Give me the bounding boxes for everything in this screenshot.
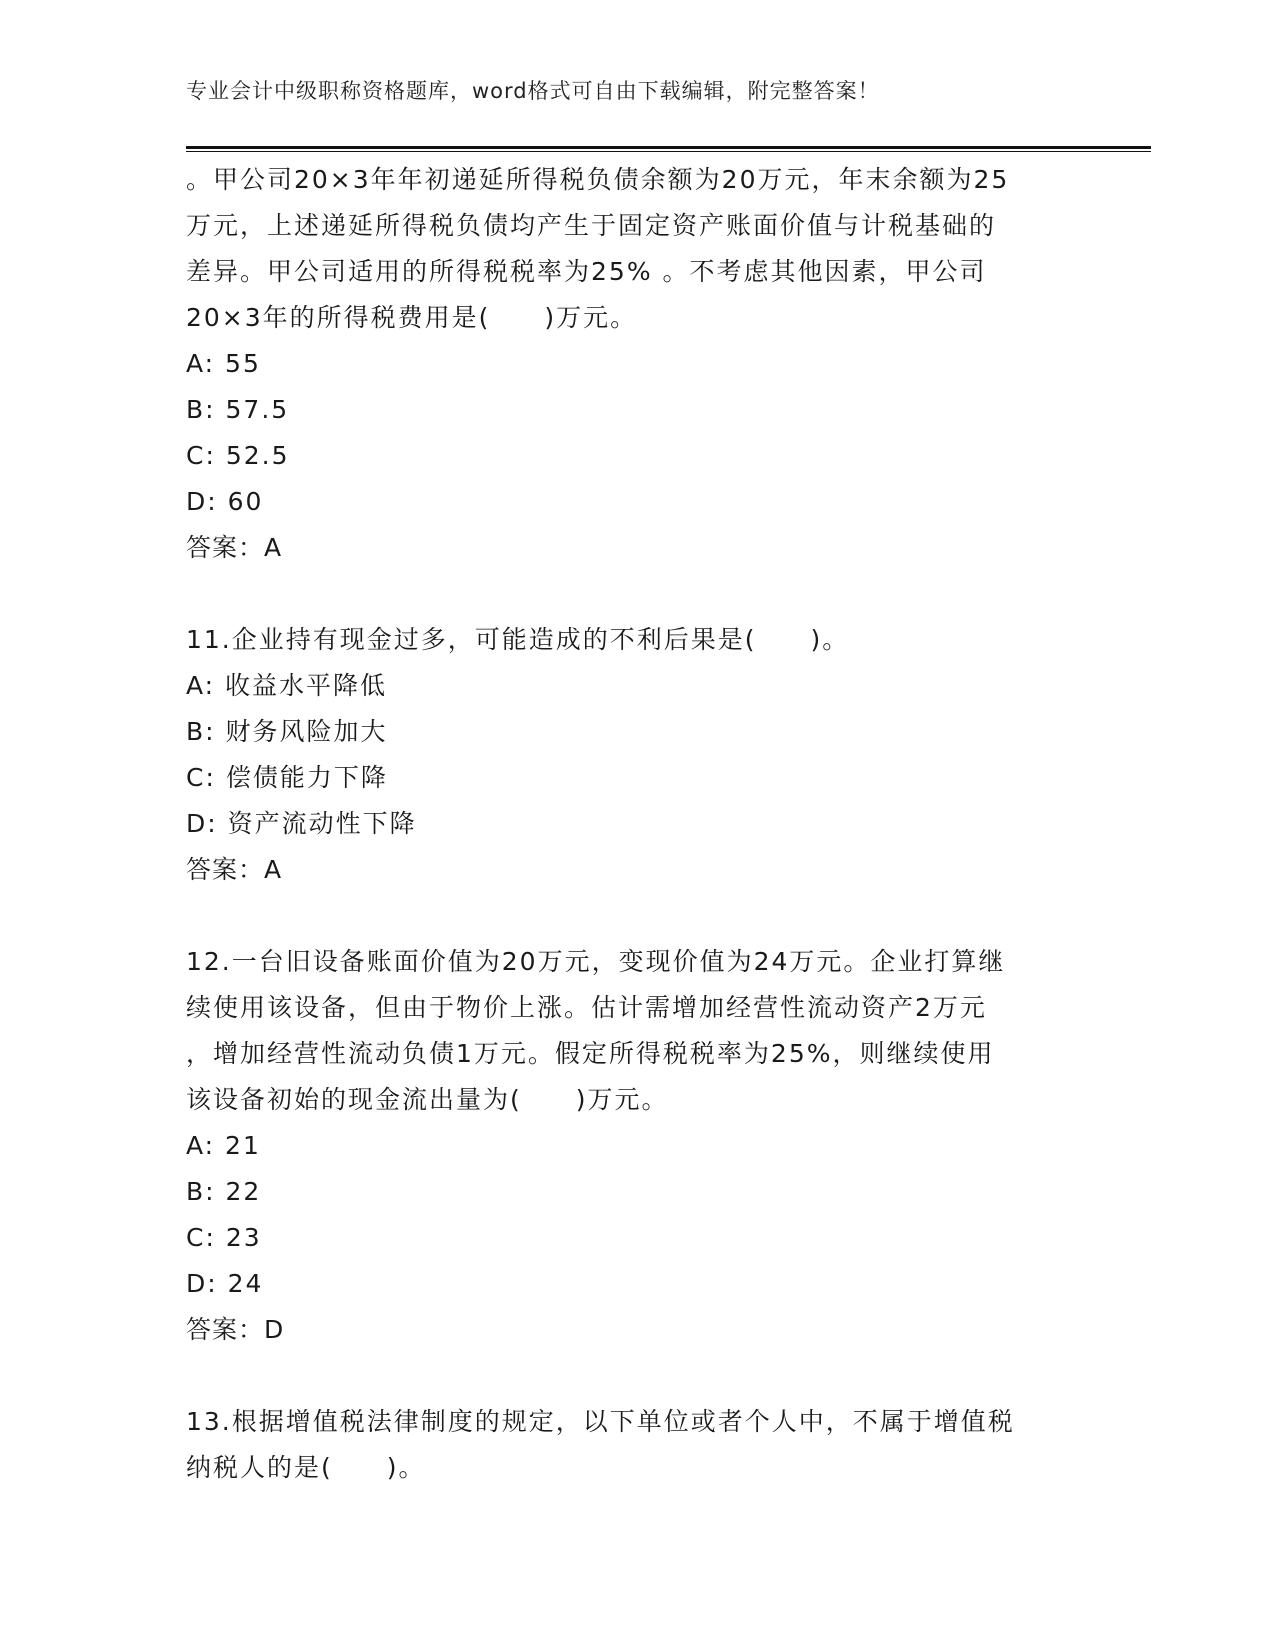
answer-text: 答案：A bbox=[186, 855, 283, 884]
question-line: 12.一台旧设备账面价值为20万元，变现价值为24万元。企业打算继 bbox=[186, 947, 1006, 976]
question-line: 20×3年的所得税费用是( )万元。 bbox=[186, 303, 638, 332]
question-line: 11.企业持有现金过多，可能造成的不利后果是( )。 bbox=[186, 625, 850, 654]
option-a: A: 收益水平降低 bbox=[186, 671, 388, 700]
option-d: D: 24 bbox=[186, 1269, 264, 1298]
page-header: 专业会计中级职称资格题库，word格式可自由下载编辑，附完整答案！ bbox=[186, 79, 880, 103]
question-line: 13.根据增值税法律制度的规定，以下单位或者个人中，不属于增值税 bbox=[186, 1407, 1015, 1436]
option-b: B: 22 bbox=[186, 1177, 262, 1206]
question-list bbox=[186, 157, 1086, 1491]
question-block bbox=[186, 1399, 1086, 1491]
answer-text: 答案：D bbox=[186, 1315, 285, 1344]
answer-text: 答案：A bbox=[186, 533, 283, 562]
option-c: C: 23 bbox=[186, 1223, 262, 1252]
question-line: 万元，上述递延所得税负债均产生于固定资产账面价值与计税基础的 bbox=[186, 211, 997, 240]
option-c: C: 52.5 bbox=[186, 441, 290, 470]
question-line: 该设备初始的现金流出量为( )万元。 bbox=[186, 1085, 669, 1114]
option-d: D: 资产流动性下降 bbox=[186, 809, 417, 838]
question-block bbox=[186, 617, 1086, 893]
header-rule bbox=[186, 146, 1151, 149]
option-a: A: 55 bbox=[186, 349, 261, 378]
question-line: 纳税人的是( )。 bbox=[186, 1453, 426, 1482]
question-line: ，增加经营性流动负债1万元。假定所得税税率为25%，则继续使用 bbox=[186, 1039, 995, 1068]
option-b: B: 57.5 bbox=[186, 395, 290, 424]
option-d: D: 60 bbox=[186, 487, 264, 516]
option-b: B: 财务风险加大 bbox=[186, 717, 388, 746]
question-block bbox=[186, 157, 1086, 571]
question-block bbox=[186, 939, 1086, 1353]
header-rule-thin bbox=[186, 151, 1151, 152]
option-a: A: 21 bbox=[186, 1131, 261, 1160]
question-line: 。甲公司20×3年年初递延所得税负债余额为20万元，年末余额为25 bbox=[186, 165, 1010, 194]
question-line: 续使用该设备，但由于物价上涨。估计需增加经营性流动资产2万元 bbox=[186, 993, 987, 1022]
question-line: 差异。甲公司适用的所得税税率为25% 。不考虑其他因素，甲公司 bbox=[186, 257, 987, 286]
option-c: C: 偿债能力下降 bbox=[186, 763, 388, 792]
